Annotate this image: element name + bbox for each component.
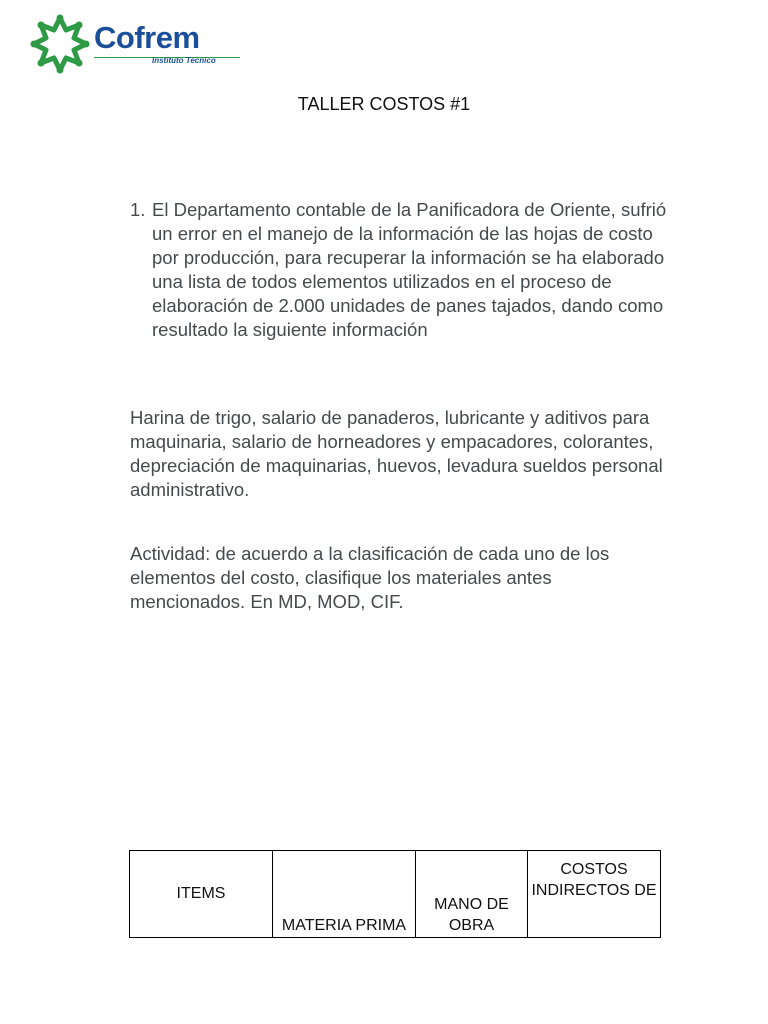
question-1 — [130, 198, 670, 342]
table-header-row — [130, 851, 661, 938]
green-gear-flower-icon — [30, 14, 90, 74]
header-mano-de-obra: MANO DE OBRA — [416, 851, 528, 938]
header-costos-indirectos: COSTOS INDIRECTOS DE — [528, 851, 661, 938]
header-items: ITEMS — [130, 851, 273, 938]
page-title: TALLER COSTOS #1 — [297, 94, 471, 114]
cofrem-logo — [30, 14, 245, 74]
brand-name: Cofrem — [94, 20, 200, 55]
brand-subtitle: Instituto Tecnico — [152, 56, 216, 65]
activity-paragraph: Actividad: de acuerdo a la clasificación de cada uno de los elementos del costo, clasifique los materiales antes mencionados. En MD, MOD, CIF. — [130, 543, 610, 612]
classification-table — [129, 850, 661, 938]
items-paragraph: Harina de trigo, salario de panaderos, lubricante y aditivos para maquinaria, salario de horneadores y empacadores, colorantes, depreciación de maquinarias, huevos, levadura sueldos personal administrativo. — [130, 407, 663, 500]
question-number: 1. — [130, 199, 146, 220]
question-text: El Departamento contable de la Panificadora de Oriente, sufrió un error en el manejo de la información de las hojas de costo por producción, para recuperar la información se ha elaborado una lista de todos elementos utilizados en el proceso de elaboración de 2.000 unidades de panes tajados, dando como resultado la siguiente información — [152, 199, 667, 340]
header-materia-prima: MATERIA PRIMA — [273, 851, 416, 938]
